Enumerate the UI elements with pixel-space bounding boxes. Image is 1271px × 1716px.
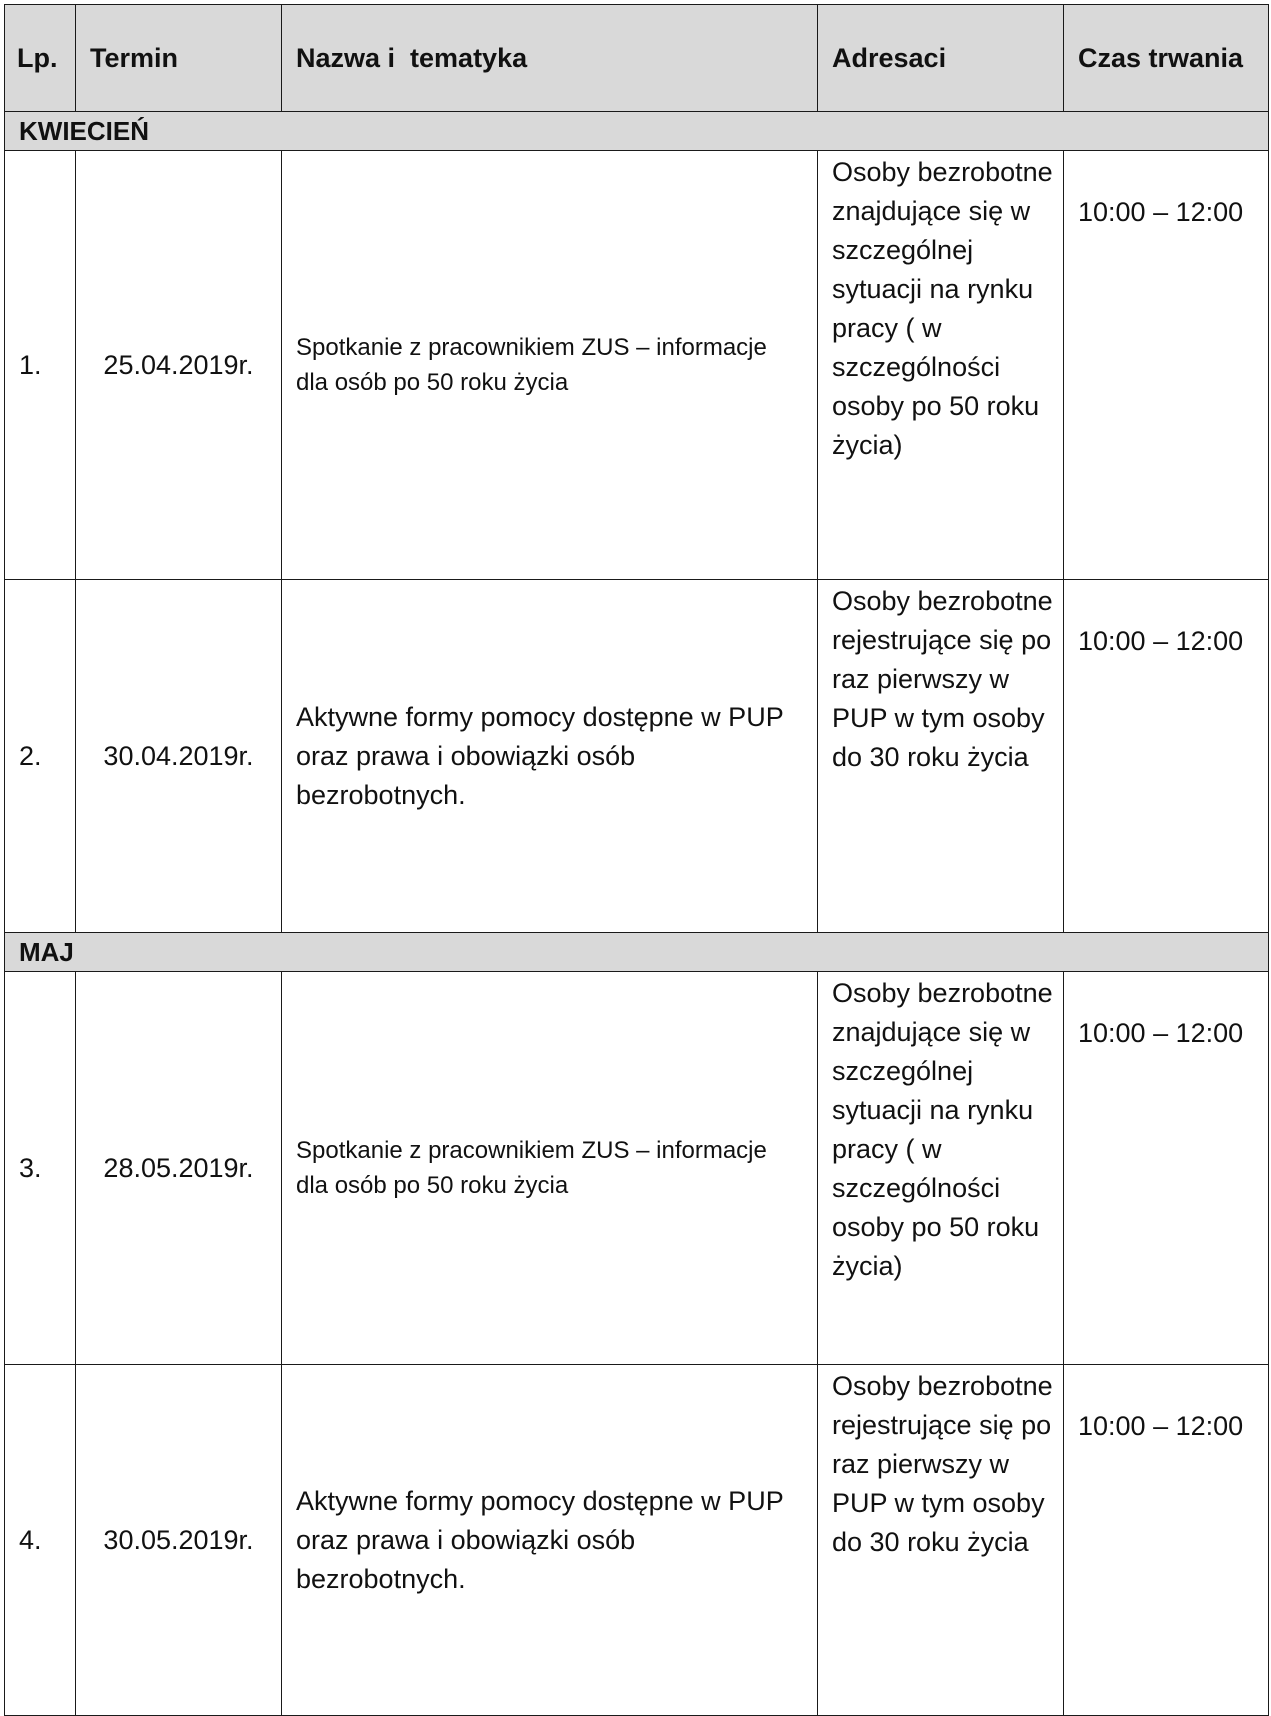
table-row (5, 1365, 1269, 1716)
row-termin: 30.04.2019r. (76, 580, 282, 933)
header-nazwa: Nazwa i tematyka (282, 5, 818, 112)
header-lp: Lp. (5, 5, 76, 112)
row-nazwa: Spotkanie z pracownikiem ZUS – informacje dla osób po 50 roku życia (282, 151, 818, 580)
month-label: KWIECIEŃ (5, 112, 1269, 151)
row-nazwa: Aktywne formy pomocy dostępne w PUP oraz prawa i obowiązki osób bezrobotnych. (282, 1365, 818, 1716)
row-nazwa: Aktywne formy pomocy dostępne w PUP oraz prawa i obowiązki osób bezrobotnych. (282, 580, 818, 933)
row-termin: 28.05.2019r. (76, 972, 282, 1365)
row-termin: 30.05.2019r. (76, 1365, 282, 1716)
row-adresaci: Osoby bezrobotne znajdujące się w szczególnej sytuacji na rynku pracy ( w szczególności osoby po 50 roku życia) (818, 151, 1064, 580)
row-nazwa: Spotkanie z pracownikiem ZUS – informacje dla osób po 50 roku życia (282, 972, 818, 1365)
table-row (5, 972, 1269, 1365)
table-row (5, 151, 1269, 580)
row-lp: 1. (5, 151, 76, 580)
row-termin: 25.04.2019r. (76, 151, 282, 580)
month-label: MAJ (5, 933, 1269, 972)
row-lp: 3. (5, 972, 76, 1365)
row-czas: 10:00 – 12:00 (1064, 151, 1269, 580)
header-row (5, 5, 1269, 112)
row-czas: 10:00 – 12:00 (1064, 1365, 1269, 1716)
header-termin: Termin (76, 5, 282, 112)
row-lp: 2. (5, 580, 76, 933)
header-adresaci: Adresaci (818, 5, 1064, 112)
row-czas: 10:00 – 12:00 (1064, 580, 1269, 933)
row-lp: 4. (5, 1365, 76, 1716)
row-adresaci: Osoby bezrobotne znajdujące się w szczególnej sytuacji na rynku pracy ( w szczególności osoby po 50 roku życia) (818, 972, 1064, 1365)
month-row-april (5, 112, 1269, 151)
month-row-may (5, 933, 1269, 972)
table-row (5, 580, 1269, 933)
header-czas: Czas trwania (1064, 5, 1269, 112)
row-adresaci: Osoby bezrobotne rejestrujące się po raz pierwszy w PUP w tym osoby do 30 roku życia (818, 580, 1064, 933)
schedule-table (4, 4, 1269, 1716)
row-adresaci: Osoby bezrobotne rejestrujące się po raz pierwszy w PUP w tym osoby do 30 roku życia (818, 1365, 1064, 1716)
row-czas: 10:00 – 12:00 (1064, 972, 1269, 1365)
